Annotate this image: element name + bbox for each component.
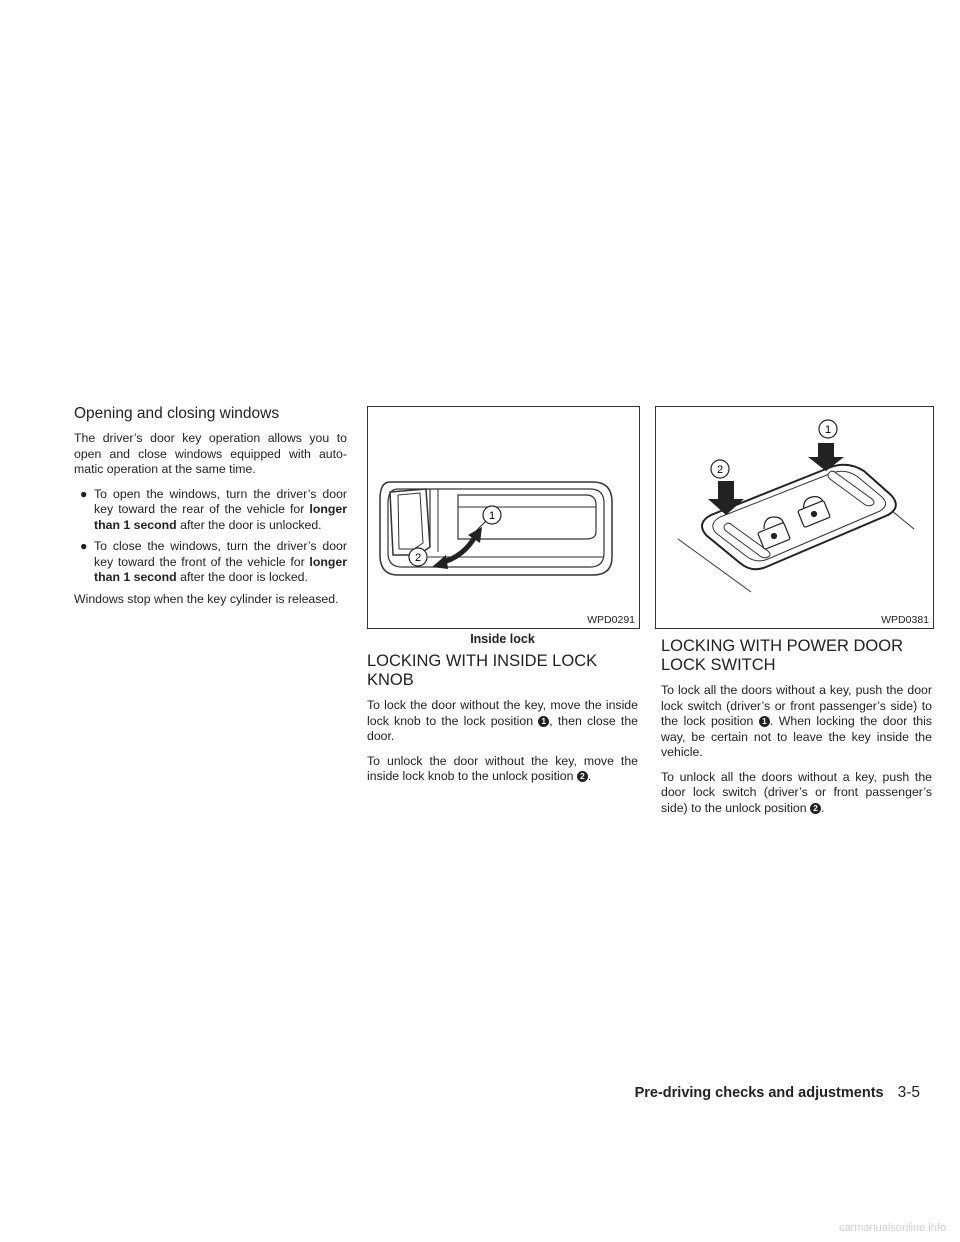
page-footer [635, 1084, 920, 1102]
windows-outro: Windows stop when the key cylinder is released. [74, 591, 339, 606]
power-lock-switch-illustration [656, 407, 933, 628]
section-heading-windows: Opening and closing windows [74, 405, 280, 422]
fig1-label-1: 1 [488, 510, 496, 522]
fig1-label-2: 2 [414, 552, 422, 564]
section-heading-power-lock: LOCKING WITH POWER DOOR LOCK SWITCH [661, 637, 904, 674]
fig2-label-1: 1 [824, 424, 832, 436]
bullet-item-open: ● To open the windows, turn the driver’s door key toward the rear of the vehicle for longer than 1 second after the door is unlocked. [80, 486, 347, 532]
windows-intro: The driver’s door key operation allows you to open and close windows equipped with auto-matic operation at the same time. [74, 431, 347, 476]
figure-caption: Inside lock [470, 632, 535, 646]
callout-number-icon: 2 [810, 803, 821, 814]
power-lock-paragraph-2: To unlock all the doors without a key, push the door lock switch (driver’s or front passenger’s side) to the unlock position 2 . [661, 769, 932, 815]
bullet-item-close: ● To close the windows, turn the driver’s door key toward the front of the vehicle for longer than 1 second after the door is locked. [80, 539, 347, 584]
inside-lock-paragraph-1: To lock the door without the key, move the inside lock knob to the lock position 1 , then close the door. [367, 698, 638, 743]
power-lock-paragraph-1: To lock all the doors without a key, push the door lock switch (driver’s or front passenger’s side) to the lock position 1 . When locking the door this way, be certain not to leave the key inside the vehicle. [661, 683, 932, 759]
inside-lock-paragraph-2: To unlock the door without the key, move the inside lock knob to the unlock position 2 . [367, 753, 638, 783]
left-column [74, 405, 347, 616]
section-heading-inside-lock: LOCKING WITH INSIDE LOCK KNOB [367, 652, 598, 689]
callout-number-icon: 1 [759, 716, 770, 727]
windows-bullet-list [74, 487, 347, 586]
callout-number-icon: 1 [538, 716, 549, 727]
fig2-label-2: 2 [716, 464, 724, 476]
inside-lock-illustration [368, 407, 639, 628]
right-column [661, 637, 932, 825]
figure-inside-lock [367, 406, 640, 629]
figure-code: WPD0291 [587, 614, 635, 626]
bullet-icon: ● [80, 539, 88, 553]
footer-section-title: Pre-driving checks and adjustments [634, 1085, 884, 1101]
figure-power-lock-switch [655, 406, 934, 629]
page-number: 3-5 [897, 1084, 920, 1101]
callout-number-icon: 2 [577, 771, 588, 782]
figure-code: WPD0381 [881, 614, 929, 626]
bullet-icon: ● [80, 486, 88, 501]
watermark: carmanualsonline.info [838, 1222, 946, 1234]
middle-column [367, 652, 638, 794]
